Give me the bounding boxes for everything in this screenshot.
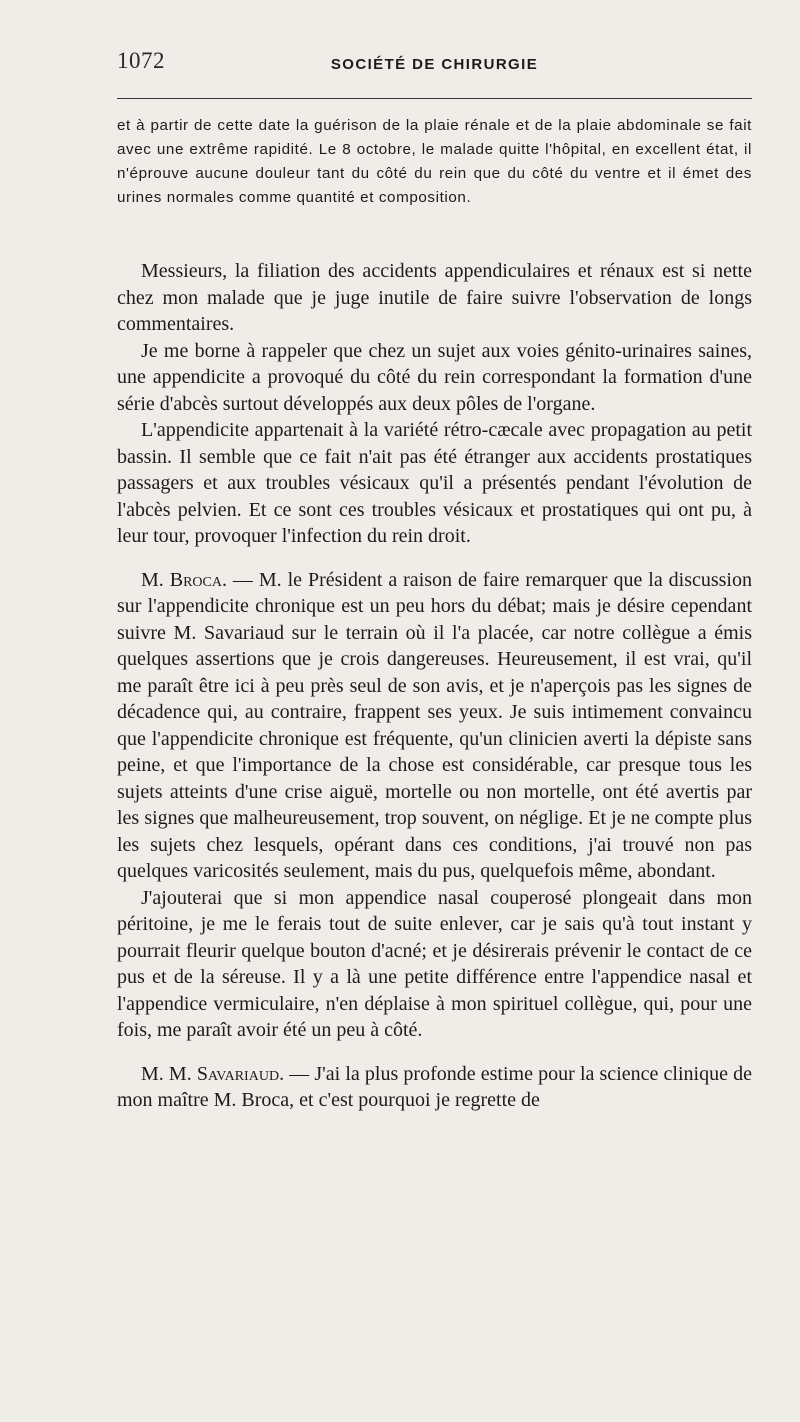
paragraph-appendicite: L'appendicite appartenait à la variété rétro-cæcale avec propagation au petit bassin. Il semble que ce fait n'ait pas été étranger aux accidents prostatiques passagers et aux troubles vésicaux qu'il a présentés pendant l'évolution de l'abcès pelvien. Et ce sont ces troubles vésicaux et prostatiques qui ont pu, à leur tour, provoquer l'infection du rein droit. <box>117 419 752 547</box>
paragraph-broca-continued: J'ajouterai que si mon appendice nasal couperosé plongeait dans mon péritoine, je me le ferais tout de suite enlever, car je sais qu'à tout instant y pourrait fleurir quelque bouton d'acné; et je désirerais prévenir le contact de ce pus et de la séreuse. Il y a là une petite différence entre l'appendice nasal et l'appendice vermiculaire, n'en déplaise à mon spirituel collègue, qui, pour une fois, me paraît avoir été un peu à côté. <box>117 886 752 1041</box>
header-rule <box>117 98 752 99</box>
paragraph-filiation: Messieurs, la filiation des accidents appendiculaires et rénaux est si nette chez mon malade que je juge inutile de faire suivre l'observation de longs commentaires. <box>117 260 752 335</box>
page-number: 1072 <box>117 48 165 73</box>
paragraph-broca <box>117 567 752 885</box>
savariaud-text: . — J'ai la plus profonde estime pour la science clinique de mon maître M. Broca, et c'est pourquoi je regrette de <box>117 1062 752 1111</box>
speaker-name-savariaud: Savariaud <box>196 1062 280 1085</box>
speaker-prefix: M. M. <box>141 1062 197 1085</box>
paragraph-savariaud <box>117 1061 752 1114</box>
speaker-name-broca: Broca <box>169 568 222 591</box>
speaker-prefix: M. <box>141 568 170 591</box>
paragraph-rappel: Je me borne à rappeler que chez un sujet aux voies génito-urinaires saines, une appendicite a provoqué du côté du rein correspondant la formation d'une série d'abcès surtout développés aux deux pôles de l'organe. <box>117 339 752 415</box>
page-header <box>117 44 752 84</box>
intro-text: et à partir de cette date la guérison de la plaie rénale et de la plaie abdominale se fait avec une extrême rapidité. Le 8 octobre, le malade quitte l'hôpital, en excellent état, il n'éprouve aucune douleur tant du côté du rein que du côté du ventre et il émet des urines normales comme quantité et composition. <box>117 117 752 206</box>
broca-text: . — M. le Président a raison de faire remarquer que la discussion sur l'appendicite chronique est un peu hors du débat; mais je désire cependant suivre M. Savariaud sur le terrain où il l'a placée, car notre collègue a émis quelques assertions que je crois dangereuses. Heureusement, il est vrai, qu'il me paraît être ici à peu près seul de son avis, et je n'aperçois pas les signes de décadence qui, au contraire, frappent ses yeux. Je suis intimement convaincu que l'appendicite chronique est fréquente, qu'un clinicien averti la dépiste sans peine, et que l'importance de la chose est considérable, car presque tous les sujets atteints d'une crise aiguë, mortelle ou non mortelle, ont été avertis par les signes que malheureusement, trop souvent, on néglige. Et je ne compte plus les sujets chez lesquels, opérant dans ces conditions, j'ai trouvé non pas quelques varicosités seulement, mais du pus, quelquefois même, abondant. <box>117 568 752 882</box>
main-text <box>117 258 752 1114</box>
intro-paragraph <box>117 114 752 210</box>
running-head: SOCIÉTÉ DE CHIRURGIE <box>330 56 539 73</box>
